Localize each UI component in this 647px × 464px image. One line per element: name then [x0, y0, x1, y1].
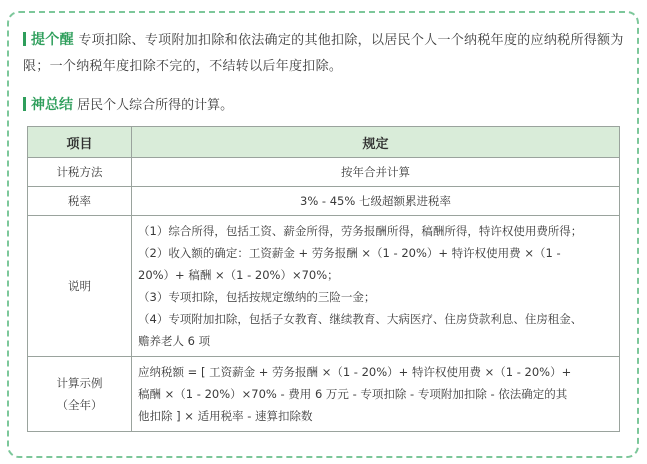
header-rule: 规定 — [132, 127, 620, 158]
tip-bar-icon — [23, 32, 26, 46]
tip-text: 专项扣除、专项附加扣除和依法确定的其他扣除，以居民个人一个纳税年度的应纳税所得额为限；一个纳税年度扣除不完的，不结转以后年度扣除。 — [23, 33, 624, 74]
explain-line: 20%）+ 稿酬 ×（1 - 20%）×70%； — [138, 268, 339, 282]
table-row — [28, 216, 620, 357]
row-label-example — [28, 357, 132, 432]
explain-line: 赡养老人 6 项 — [138, 334, 211, 348]
table-row — [28, 158, 620, 187]
table-row — [28, 357, 620, 432]
example-line: 他扣除 ] × 适用税率 - 速算扣除数 — [138, 409, 313, 423]
summary-tag — [23, 93, 73, 117]
explain-line: （3）专项扣除，包括按规定缴纳的三险一金； — [138, 290, 376, 304]
example-label-line2: （全年） — [56, 398, 103, 412]
table-header-row — [28, 127, 620, 158]
example-line: 应纳税额 = [ 工资薪金 + 劳务报酬 ×（1 - 20%）+ 特许权使用费 ×（1 - 20%）+ — [138, 365, 572, 379]
summary-label: 神总结 — [31, 97, 73, 113]
row-value-method: 按年合并计算 — [132, 158, 620, 187]
explain-line: （4）专项附加扣除，包括子女教育、继续教育、大病医疗、住房贷款利息、住房租金、 — [138, 312, 583, 326]
example-label-line1: 计算示例 — [56, 376, 103, 390]
summary-bar-icon — [23, 97, 26, 111]
summary-text: 居民个人综合所得的计算。 — [77, 98, 234, 113]
row-label-explain: 说明 — [28, 216, 132, 357]
tip-paragraph — [23, 27, 628, 80]
row-value-rate: 3% - 45% 七级超额累进税率 — [132, 187, 620, 216]
summary-paragraph — [23, 93, 628, 118]
explain-line: （1）综合所得，包括工资、薪金所得，劳务报酬所得，稿酬所得，特许权使用费所得； — [138, 224, 583, 238]
header-item: 项目 — [28, 127, 132, 158]
tip-tag — [23, 27, 74, 53]
row-value-explain — [132, 216, 620, 357]
table-row — [28, 187, 620, 216]
row-label-method: 计税方法 — [28, 158, 132, 187]
tax-table — [27, 126, 620, 432]
tip-label: 提个醒 — [31, 32, 74, 48]
example-line: 稿酬 ×（1 - 20%）×70% - 费用 6 万元 - 专项扣除 - 专项附加扣除 - 依法确定的其 — [138, 387, 568, 401]
row-label-rate: 税率 — [28, 187, 132, 216]
row-value-example — [132, 357, 620, 432]
explain-line: （2）收入额的确定：工资薪金 + 劳务报酬 ×（1 - 20%）+ 特许权使用费 ×（1 - — [138, 246, 561, 260]
